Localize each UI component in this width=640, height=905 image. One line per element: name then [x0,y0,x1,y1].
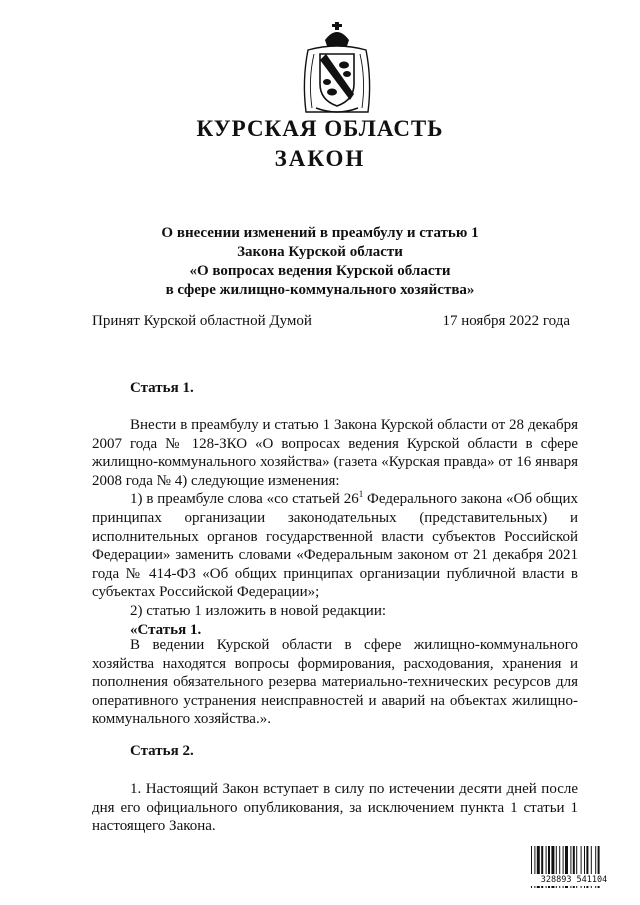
document-title-line: «О вопросах ведения Курской области [189,263,451,279]
law-title: ЗАКОН [274,146,366,171]
quoted-article-body [92,636,578,729]
article-2-heading: Статья 2. [130,743,194,759]
adoption-line [92,313,570,330]
barcode-number: 328893 541104 [530,874,618,886]
quoted-article-text: В ведении Курской области в сфере жилищно-коммунального хозяйства находятся вопросы формирования, расходования, хранения и пополнения обязательного резерва материально-технических ресурсов для оперативного устранения неисправностей и аварий на объектах жилищно-коммунального хозяйства.». [92,637,578,728]
article-1-body [92,416,578,639]
document-title-line: Закона Курской области [237,244,403,260]
article-1-intro: Внести в преамбулу и статью 1 Закона Курской области от 28 декабря 2007 года № 128-ЗКО «О вопросах ведения Курской области в сфере жилищно-коммунального хозяйства» (газета «Курская правда» от 16 января 2008 года № 4) следующие изменения: [92,417,578,489]
document-title-line: в сфере жилищно-коммунального хозяйства» [165,282,475,298]
item-1-text-before: 1) в преамбуле слова «со статьей 26 [130,491,359,508]
region-title: КУРСКАЯ ОБЛАСТЬ [196,116,444,141]
item-1-superscript: 1 [358,489,364,500]
article-1-heading: Статья 1. [130,380,194,396]
document-title-line: О внесении изменений в преамбулу и статью 1 [161,225,479,241]
kursk-coat-of-arms-icon [296,20,378,116]
article-1-item-1 [92,490,578,602]
item-1-text-after: Федерального закона «Об общих принципах организации законодательных (представительных) и исполнительных органов государственной власти субъектов Российской Федерации» заменить словами «Федеральным законом от 21 декабря 2021 года № 414-ФЗ «Об общих принципах организации публичной власти в субъектах Российской Федерации»; [92,491,578,601]
article-2-body [92,780,578,836]
adoption-date: 17 ноября 2022 года [442,313,570,329]
article-2-text: 1. Настоящий Закон вступает в силу по истечении десяти дней после дня его официального опубликования, за исключением пункта 1 статьи 1 настоящего Закона. [92,781,578,835]
document-title [60,224,580,300]
article-1-item-2: 2) статью 1 изложить в новой редакции: [130,602,387,619]
quoted-article-heading: «Статья 1. [130,621,202,638]
adopted-by: Принят Курской областной Думой [92,313,312,329]
